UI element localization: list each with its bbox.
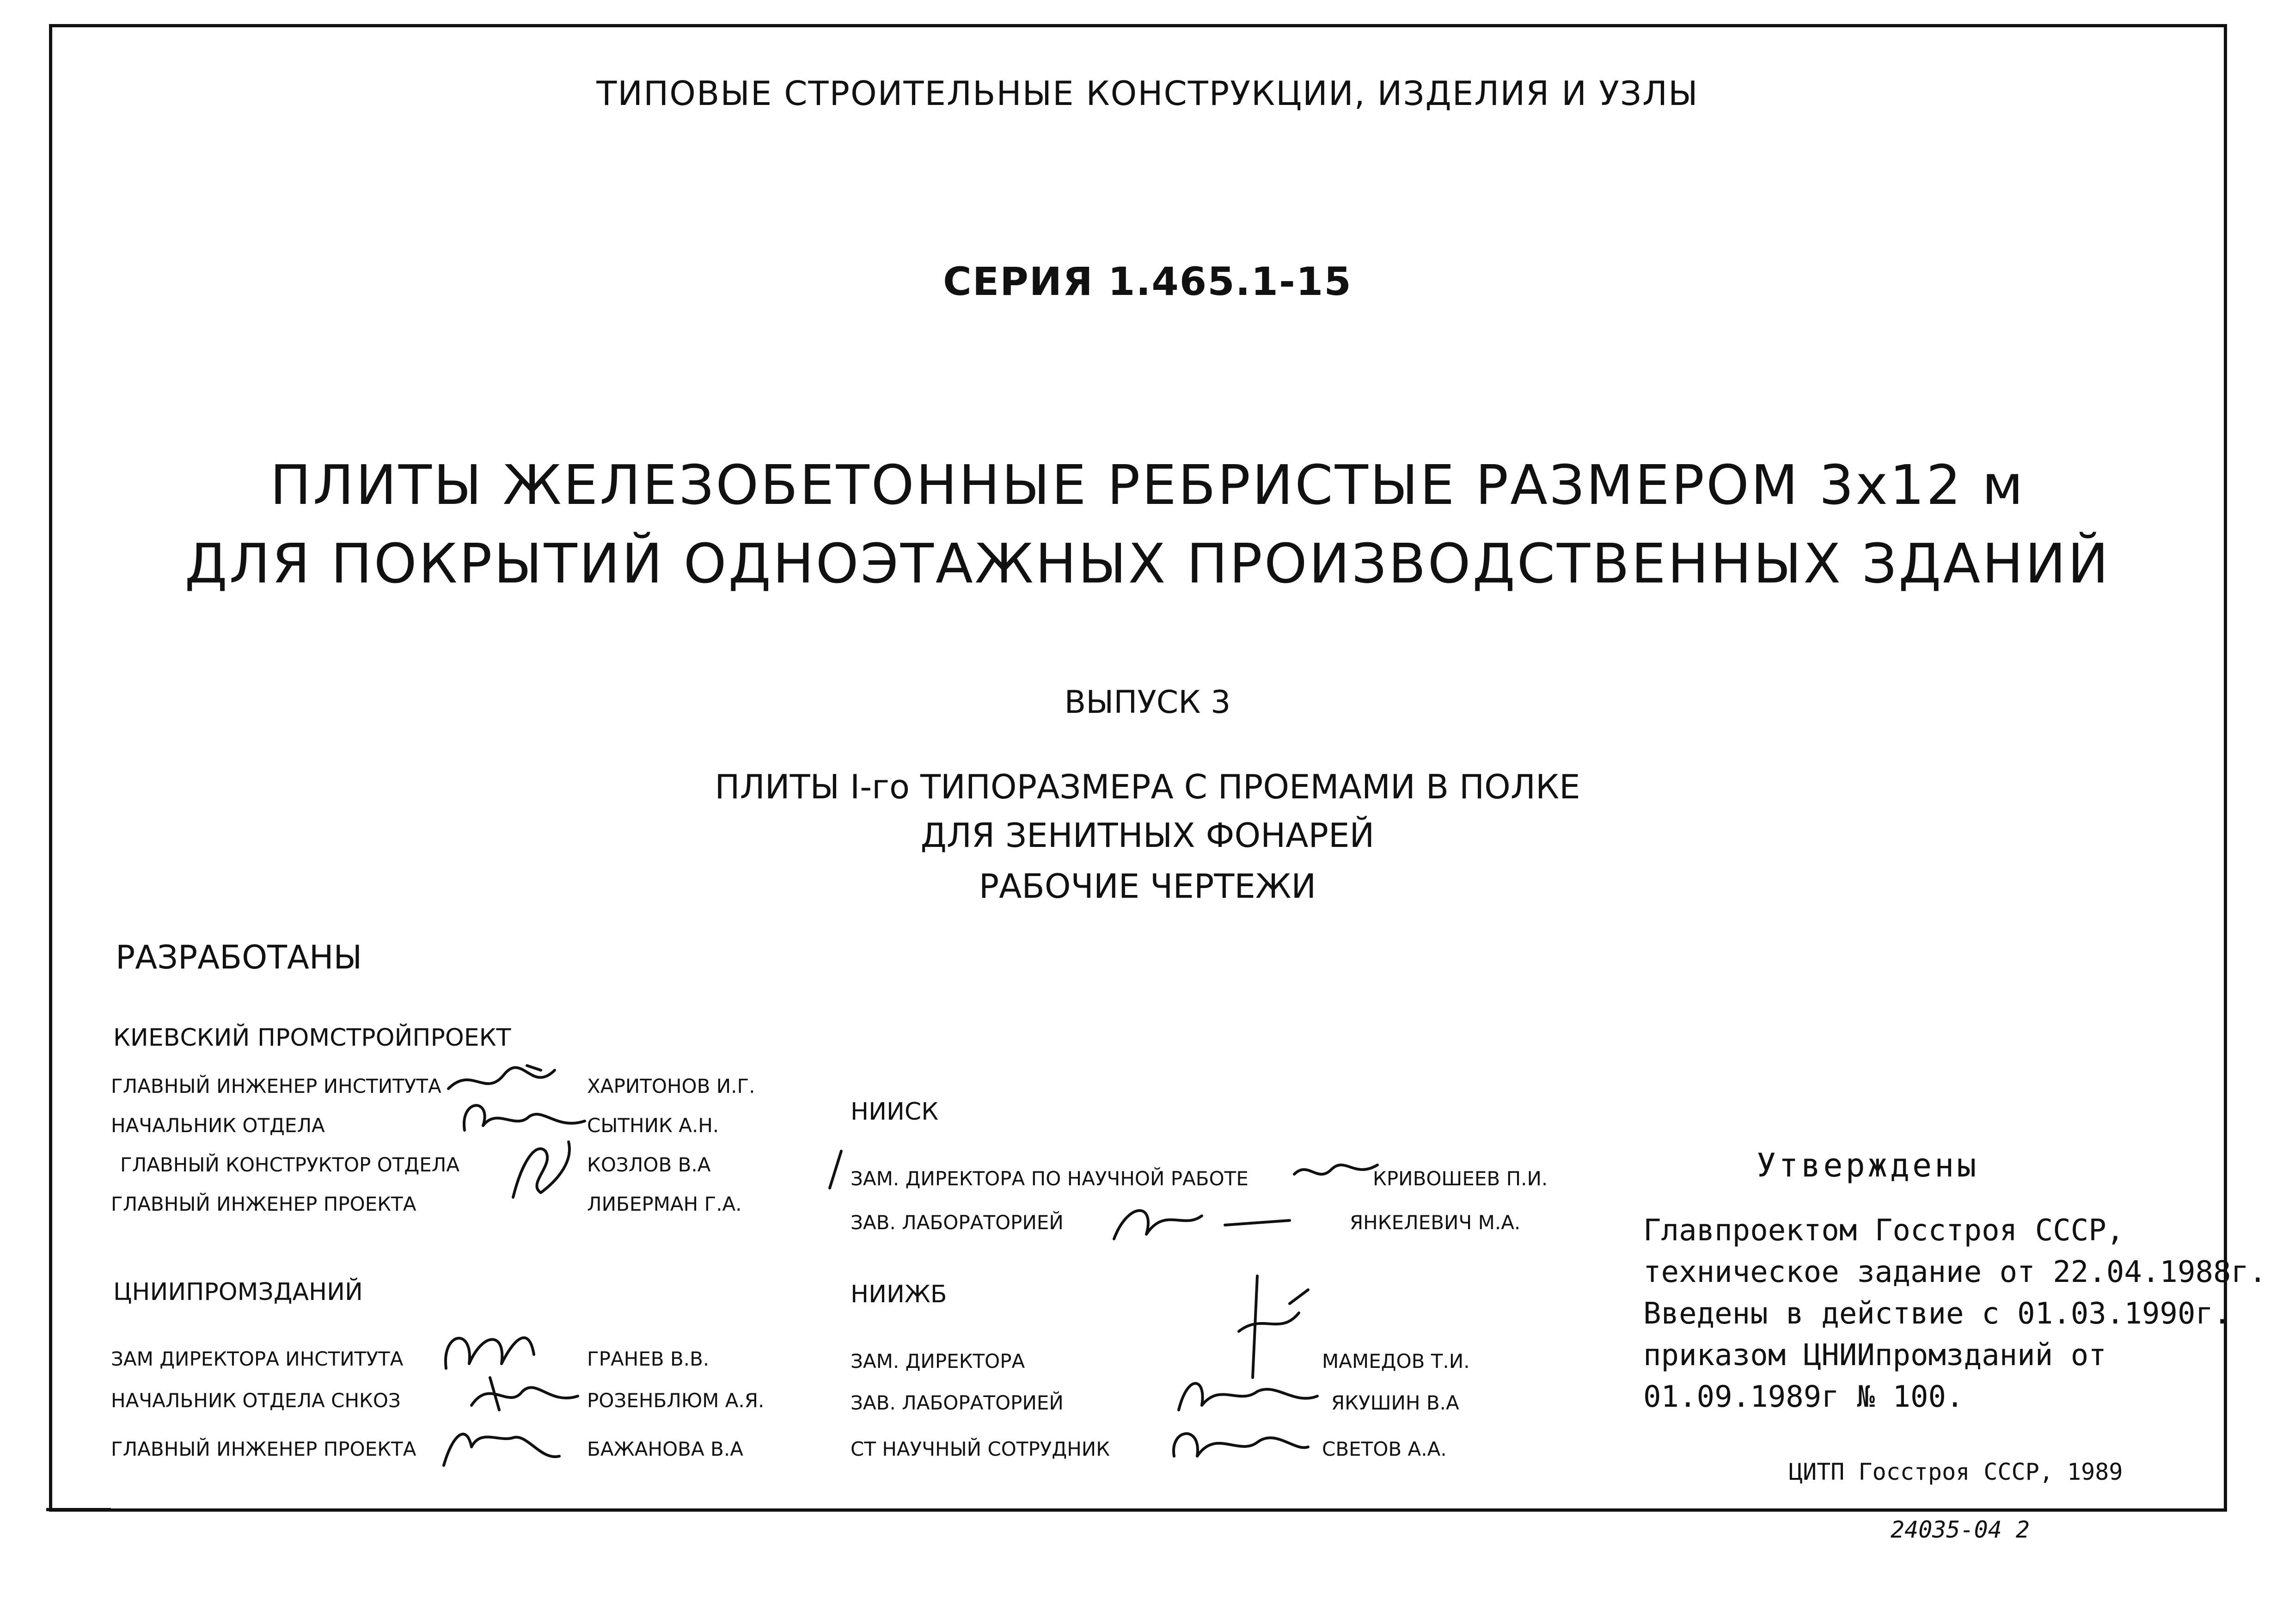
role-niizhb-0: ЗАМ. ДИРЕКТОРА xyxy=(851,1350,1025,1373)
series-header: ТИПОВЫЕ СТРОИТЕЛЬНЫЕ КОНСТРУКЦИИ, ИЗДЕЛИЯ И УЗЛЫ xyxy=(596,74,1699,113)
handwritten-signature-icon xyxy=(1165,1415,1313,1475)
title-line-2: ДЛЯ ПОКРЫТИЙ ОДНОЭТАЖНЫХ ПРОИЗВОДСТВЕННЫХ ЗДАНИЙ xyxy=(184,532,2111,595)
document-number: 24035-04 2 xyxy=(1891,1516,2030,1543)
name-tsnii-0: ГРАНЕВ В.В. xyxy=(587,1348,710,1370)
developed-label: РАЗРАБОТАНЫ xyxy=(116,938,362,976)
name-kiev-2: КОЗЛОВ В.А xyxy=(587,1153,711,1176)
role-niisk-0: ЗАМ. ДИРЕКТОРА ПО НАУЧНОЙ РАБОТЕ xyxy=(851,1167,1248,1190)
role-kiev-3: ГЛАВНЫЙ ИНЖЕНЕР ПРОЕКТА xyxy=(111,1193,416,1215)
role-kiev-2: ГЛАВНЫЙ КОНСТРУКТОР ОТДЕЛА xyxy=(120,1153,460,1176)
role-niizhb-2: СТ НАУЧНЫЙ СОТРУДНИК xyxy=(851,1438,1110,1460)
approved-line-3: Введены в действие с 01.03.1990г. xyxy=(1643,1297,2231,1331)
approved-line-2: техническое задание от 22.04.1988г. xyxy=(1643,1255,2267,1289)
handwritten-signature-icon xyxy=(499,1133,592,1207)
issue-subtitle-2: ДЛЯ ЗЕНИТНЫХ ФОНАРЕЙ xyxy=(920,816,1375,855)
frame-bottom-extension xyxy=(46,1508,111,1511)
role-tsnii-0: ЗАМ ДИРЕКТОРА ИНСТИТУТА xyxy=(111,1348,404,1370)
name-niisk-0: КРИВОШЕЕВ П.И. xyxy=(1373,1167,1548,1190)
org-tsnii: ЦНИИПРОМЗДАНИЙ xyxy=(113,1278,363,1306)
role-kiev-0: ГЛАВНЫЙ ИНЖЕНЕР ИНСТИТУТА xyxy=(111,1075,441,1097)
name-kiev-0: ХАРИТОНОВ И.Г. xyxy=(587,1075,755,1097)
title-line-1: ПЛИТЫ ЖЕЛЕЗОБЕТОННЫЕ РЕБРИСТЫЕ РАЗМЕРОМ 3х12 м xyxy=(270,453,2025,517)
approved-line-4: приказом ЦНИИпромзданий от xyxy=(1643,1338,2106,1373)
name-tsnii-1: РОЗЕНБЛЮМ А.Я. xyxy=(587,1389,765,1412)
approved-line-1: Главпроектом Госстроя СССР, xyxy=(1643,1213,2124,1248)
name-kiev-3: ЛИБЕРМАН Г.А. xyxy=(587,1193,742,1215)
org-niizhb: НИИЖБ xyxy=(851,1281,947,1308)
org-niisk: НИИСК xyxy=(851,1098,939,1126)
handwritten-signature-icon xyxy=(462,1368,582,1419)
role-niisk-1: ЗАВ. ЛАБОРАТОРИЕЙ xyxy=(851,1211,1064,1234)
publisher: ЦИТП Госстроя СССР, 1989 xyxy=(1789,1459,2123,1485)
handwritten-signature-icon xyxy=(1290,1151,1382,1193)
approved-heading: Утверждены xyxy=(1756,1146,1979,1184)
name-tsnii-2: БАЖАНОВА В.А xyxy=(587,1438,743,1460)
name-niisk-1: ЯНКЕЛЕВИЧ М.А. xyxy=(1350,1211,1521,1234)
name-kiev-1: СЫТНИК А.Н. xyxy=(587,1114,719,1137)
name-niizhb-2: СВЕТОВ А.А. xyxy=(1322,1438,1447,1460)
name-niizhb-1: ЯКУШИН В.А xyxy=(1331,1391,1459,1414)
issue-subtitle-3: РАБОЧИЕ ЧЕРТЕЖИ xyxy=(979,867,1316,906)
org-kiev: КИЕВСКИЙ ПРОМСТРОЙПРОЕКТ xyxy=(113,1024,511,1052)
approved-line-5: 01.09.1989г № 100. xyxy=(1643,1380,1964,1414)
name-niizhb-0: МАМЕДОВ Т.И. xyxy=(1322,1350,1470,1373)
handwritten-signature-icon xyxy=(823,1146,851,1193)
issue-number: ВЫПУСК 3 xyxy=(1064,684,1231,721)
handwritten-signature-icon xyxy=(435,1415,564,1475)
series-code: СЕРИЯ 1.465.1-15 xyxy=(943,259,1352,304)
role-tsnii-1: НАЧАЛЬНИК ОТДЕЛА СНКОЗ xyxy=(111,1389,401,1412)
handwritten-signature-icon xyxy=(1105,1188,1299,1253)
role-tsnii-2: ГЛАВНЫЙ ИНЖЕНЕР ПРОЕКТА xyxy=(111,1438,416,1460)
issue-subtitle-1: ПЛИТЫ I-го ТИПОРАЗМЕРА С ПРОЕМАМИ В ПОЛКЕ xyxy=(715,767,1580,806)
role-kiev-1: НАЧАЛЬНИК ОТДЕЛА xyxy=(111,1114,325,1137)
role-niizhb-1: ЗАВ. ЛАБОРАТОРИЕЙ xyxy=(851,1391,1064,1414)
